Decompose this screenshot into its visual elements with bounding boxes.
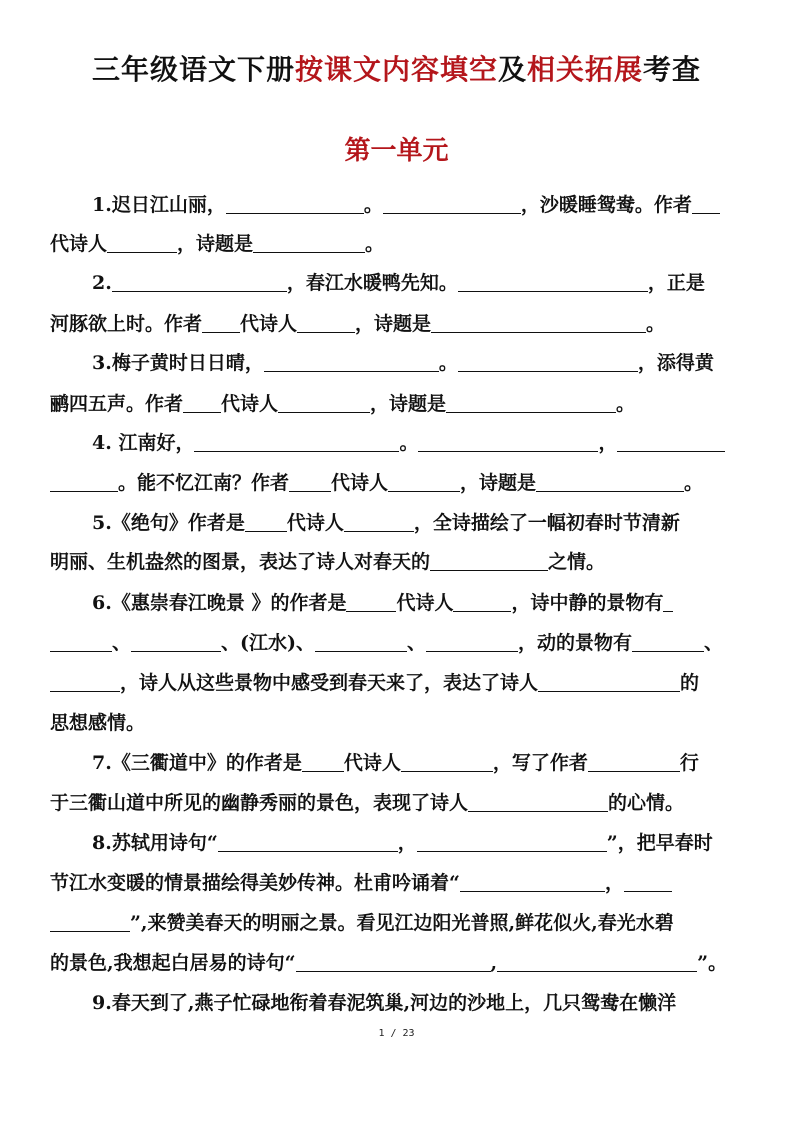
text: ， [604, 872, 624, 894]
text: 的 [680, 672, 700, 694]
text: 5.《绝句》作者是 [92, 512, 245, 534]
answer-blank[interactable] [253, 230, 365, 253]
text: ， [598, 432, 618, 454]
text: 8.苏轼用诗句“ [92, 832, 218, 854]
answer-blank[interactable] [417, 829, 607, 852]
title-part-red: 按课文内容填空 [294, 53, 498, 86]
answer-blank[interactable] [50, 629, 112, 652]
title-part: 三年级语文下册 [91, 53, 295, 86]
question-8-line-2 [50, 868, 744, 898]
page-indicator: 1 / 23 [378, 1028, 415, 1039]
answer-blank[interactable] [289, 469, 331, 492]
answer-blank[interactable] [278, 390, 370, 413]
answer-blank[interactable] [297, 310, 355, 333]
question-5-line-1 [92, 508, 744, 538]
answer-blank[interactable] [538, 669, 680, 692]
answer-blank[interactable] [453, 589, 511, 612]
text: ，诗题是 [177, 233, 254, 255]
text: 。 [616, 393, 636, 415]
unit-heading: 第一单元 [344, 136, 449, 166]
answer-blank[interactable] [226, 191, 364, 214]
question-4-line-1 [92, 428, 744, 458]
question-3-line-1 [92, 348, 744, 378]
question-3-line-2 [50, 389, 744, 419]
text: ，春江水暖鸭先知。 [286, 272, 458, 294]
question-2-line-1 [92, 268, 744, 298]
answer-blank[interactable] [264, 349, 439, 372]
text: 、(江水)、 [221, 632, 315, 654]
text: 之情。 [548, 551, 606, 573]
question-5-line-2 [50, 547, 744, 577]
answer-blank[interactable] [460, 869, 605, 892]
answer-blank[interactable] [346, 589, 396, 612]
question-6-line-3 [50, 668, 744, 698]
answer-blank[interactable] [245, 509, 287, 532]
answer-blank[interactable] [50, 469, 118, 492]
answer-blank[interactable] [218, 829, 398, 852]
text: 2. [92, 272, 112, 294]
text: 的心情。 [608, 792, 685, 814]
question-1-line-2 [50, 229, 744, 259]
answer-blank[interactable] [632, 629, 704, 652]
question-2-line-2 [50, 309, 744, 339]
question-8-line-1 [92, 828, 744, 858]
answer-blank[interactable] [296, 949, 491, 972]
text: ，添得黄 [637, 352, 714, 374]
question-6-line-2 [50, 628, 744, 658]
answer-blank[interactable] [458, 269, 648, 292]
question-4-line-2 [50, 468, 744, 498]
text: , [490, 952, 498, 974]
answer-blank[interactable] [50, 909, 130, 932]
text: 。 [438, 352, 458, 374]
text: 河豚欲上时。作者 [50, 313, 203, 335]
answer-blank[interactable] [50, 669, 120, 692]
text: 鹂四五声。作者 [50, 393, 184, 415]
text: 代诗人 [221, 393, 279, 415]
question-7-line-2 [50, 788, 744, 818]
text: 代诗人 [50, 233, 108, 255]
text: ，诗题是 [460, 472, 537, 494]
text: 的景色,我想起白居易的诗句“ [50, 952, 296, 974]
text: 。 [646, 313, 666, 335]
answer-blank[interactable] [497, 949, 697, 972]
answer-blank[interactable] [202, 310, 240, 333]
text: 、 [704, 632, 724, 654]
title-part-red: 相关拓展 [527, 53, 644, 86]
question-8-line-4 [50, 948, 744, 978]
answer-blank[interactable] [315, 629, 407, 652]
text: 。 [365, 233, 385, 255]
answer-blank[interactable] [401, 749, 493, 772]
answer-blank[interactable] [446, 390, 616, 413]
text: ”。 [697, 952, 728, 974]
answer-blank[interactable] [536, 469, 684, 492]
text: 。 [684, 472, 704, 494]
text: ，诗人从这些景物中感受到春天来了，表达了诗人 [120, 672, 539, 694]
text: 。 [363, 194, 383, 216]
text: 明丽、生机盎然的图景，表达了诗人对春天的 [50, 551, 431, 573]
text: 代诗人 [331, 472, 389, 494]
answer-blank[interactable] [624, 869, 672, 892]
answer-blank[interactable] [588, 749, 680, 772]
text: 代诗人 [343, 752, 401, 774]
answer-blank[interactable] [131, 629, 221, 652]
answer-blank[interactable] [194, 429, 399, 452]
question-6-line-1 [92, 588, 744, 618]
question-1-line-1 [92, 190, 744, 220]
text: 4. 江南好， [92, 432, 195, 454]
text: 、 [112, 632, 132, 654]
answer-blank[interactable] [431, 310, 646, 333]
title-part: 考查 [643, 53, 702, 86]
answer-blank[interactable] [458, 349, 638, 372]
text: 6.《惠崇春江晚景 》的作者是 [92, 592, 347, 614]
text: 代诗人 [240, 313, 298, 335]
text: 。 [399, 432, 419, 454]
answer-blank[interactable] [692, 191, 720, 214]
question-9-line-1: 9.春天到了,燕子忙碌地衔着春泥筑巢,河边的沙地上，几只鸳鸯在懒洋 [92, 992, 677, 1014]
text: ”,来赞美春天的明丽之景。看见江边阳光普照,鲜花似火,春光水碧 [130, 912, 674, 934]
answer-blank[interactable] [183, 390, 221, 413]
answer-blank[interactable] [388, 469, 460, 492]
text: 、 [407, 632, 427, 654]
answer-blank[interactable] [302, 749, 344, 772]
text: 3.梅子黄时日日晴， [92, 352, 264, 374]
answer-blank[interactable] [617, 429, 725, 452]
text: ，诗题是 [370, 393, 447, 415]
text: 于三衢山道中所见的幽静秀丽的景色，表现了诗人 [50, 792, 469, 814]
text: 代诗人 [396, 592, 454, 614]
text: ，诗中静的景物有 [511, 592, 664, 614]
question-6-line-4: 思想感情。 [50, 712, 146, 734]
text: 代诗人 [286, 512, 344, 534]
text: ”，把早春时 [606, 832, 713, 854]
answer-blank[interactable] [112, 269, 287, 292]
text: 。能不忆江南？作者 [118, 472, 290, 494]
answer-blank[interactable] [426, 629, 518, 652]
answer-blank[interactable] [468, 789, 608, 812]
answer-blank[interactable] [430, 548, 548, 571]
text: 节江水变暖的情景描绘得美妙传神。杜甫吟诵着“ [50, 872, 460, 894]
text: ，诗题是 [355, 313, 432, 335]
page-title [0, 48, 793, 88]
answer-blank[interactable] [344, 509, 414, 532]
text: 7.《三衢道中》的作者是 [92, 752, 302, 774]
answer-blank[interactable] [663, 589, 673, 612]
text: 1.迟日江山丽， [92, 194, 226, 216]
text: ，写了作者 [492, 752, 588, 774]
text: ，正是 [647, 272, 705, 294]
text: ，沙暖睡鸳鸯。作者 [520, 194, 692, 216]
text: ，全诗描绘了一幅初春时节清新 [413, 512, 680, 534]
text: ，动的景物有 [518, 632, 633, 654]
text: ， [397, 832, 417, 854]
title-part: 及 [497, 53, 527, 86]
question-8-line-3 [50, 908, 744, 938]
answer-blank[interactable] [107, 230, 177, 253]
answer-blank[interactable] [383, 191, 521, 214]
answer-blank[interactable] [418, 429, 598, 452]
question-7-line-1 [92, 748, 744, 778]
text: 行 [679, 752, 699, 774]
